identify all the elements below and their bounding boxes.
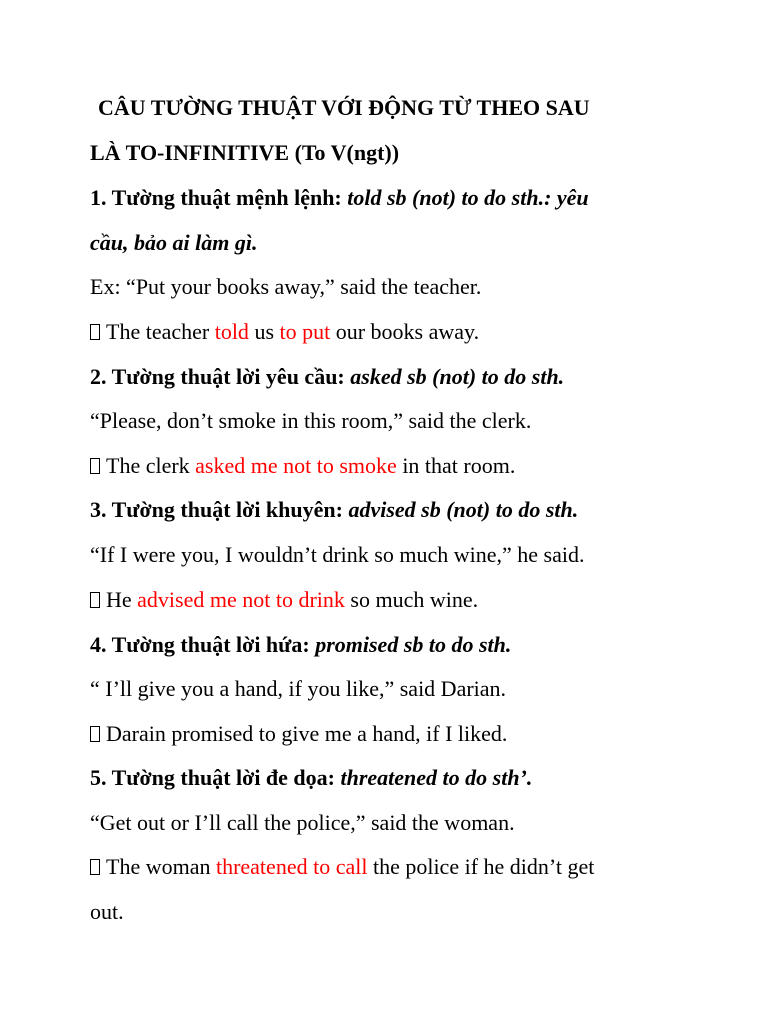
section-heading-label: 4. Tường thuật lời hứa: <box>90 632 316 657</box>
arrow-bullet-icon <box>90 726 100 742</box>
section-2-example: “Please, don’t smoke in this room,” said the clerk. <box>90 408 532 433</box>
section-pattern: advised sb (not) to do sth. <box>348 497 579 522</box>
answer-text: our books away. <box>330 319 480 344</box>
section-3-answer <box>90 587 690 613</box>
section-heading-label: 1. Tường thuật mệnh lệnh: <box>90 185 348 210</box>
answer-text: so much wine. <box>344 587 479 612</box>
section-pattern: promised sb to do sth. <box>315 632 512 657</box>
section-2-heading <box>90 364 690 390</box>
answer-highlight: to put <box>279 319 331 344</box>
answer-highlight: advised me not to drink <box>137 587 345 612</box>
section-5-example: “Get out or I’ll call the police,” said the woman. <box>90 810 515 835</box>
answer-text: The clerk <box>106 453 196 478</box>
section-4-example: “ I’ll give you a hand, if you like,” said Darian. <box>90 676 507 701</box>
answer-highlight: asked me not to smoke <box>195 453 397 478</box>
document-title-line-1: CÂU TƯỜNG THUẬT VỚI ĐỘNG TỪ THEO SAU <box>98 95 590 120</box>
section-5-answer-cont: out. <box>90 899 124 924</box>
answer-text: in that room. <box>396 453 516 478</box>
answer-text: He <box>106 587 138 612</box>
arrow-bullet-icon <box>90 592 100 608</box>
section-1-answer <box>90 319 690 345</box>
section-pattern: asked sb (not) to do sth. <box>350 364 565 389</box>
section-3-heading <box>90 497 690 523</box>
section-5-answer <box>90 854 690 880</box>
section-heading-label: 5. Tường thuật lời đe dọa: <box>90 765 341 790</box>
section-3-example: “If I were you, I wouldn’t drink so much wine,” he said. <box>90 542 585 567</box>
section-pattern: told sb (not) to do sth.: yêu <box>347 185 589 210</box>
arrow-bullet-icon <box>90 859 100 875</box>
section-5-heading <box>90 765 690 791</box>
section-pattern: threatened to do sth’. <box>340 765 533 790</box>
arrow-bullet-icon <box>90 324 100 340</box>
answer-text: Darain promised to give me a hand, if I liked. <box>106 721 508 746</box>
section-1-heading <box>90 185 690 211</box>
section-heading-label: 3. Tường thuật lời khuyên: <box>90 497 349 522</box>
section-1-example: Ex: “Put your books away,” said the teacher. <box>90 274 482 299</box>
arrow-bullet-icon <box>90 458 100 474</box>
section-1-heading-cont <box>90 230 690 256</box>
answer-text: us <box>248 319 280 344</box>
answer-highlight: told <box>214 319 249 344</box>
section-4-heading <box>90 632 690 658</box>
section-heading-label: 2. Tường thuật lời yêu cầu: <box>90 364 351 389</box>
document-title-line-2: LÀ TO-INFINITIVE (To V(ngt)) <box>90 140 400 165</box>
section-2-answer <box>90 453 690 479</box>
answer-text: the police if he didn’t get <box>367 854 595 879</box>
section-pattern-continued: cầu, bảo ai làm gì. <box>90 230 258 255</box>
answer-text: The teacher <box>106 319 215 344</box>
section-4-answer <box>90 721 690 747</box>
answer-highlight: threatened to call <box>215 854 368 879</box>
answer-text: The woman <box>106 854 216 879</box>
